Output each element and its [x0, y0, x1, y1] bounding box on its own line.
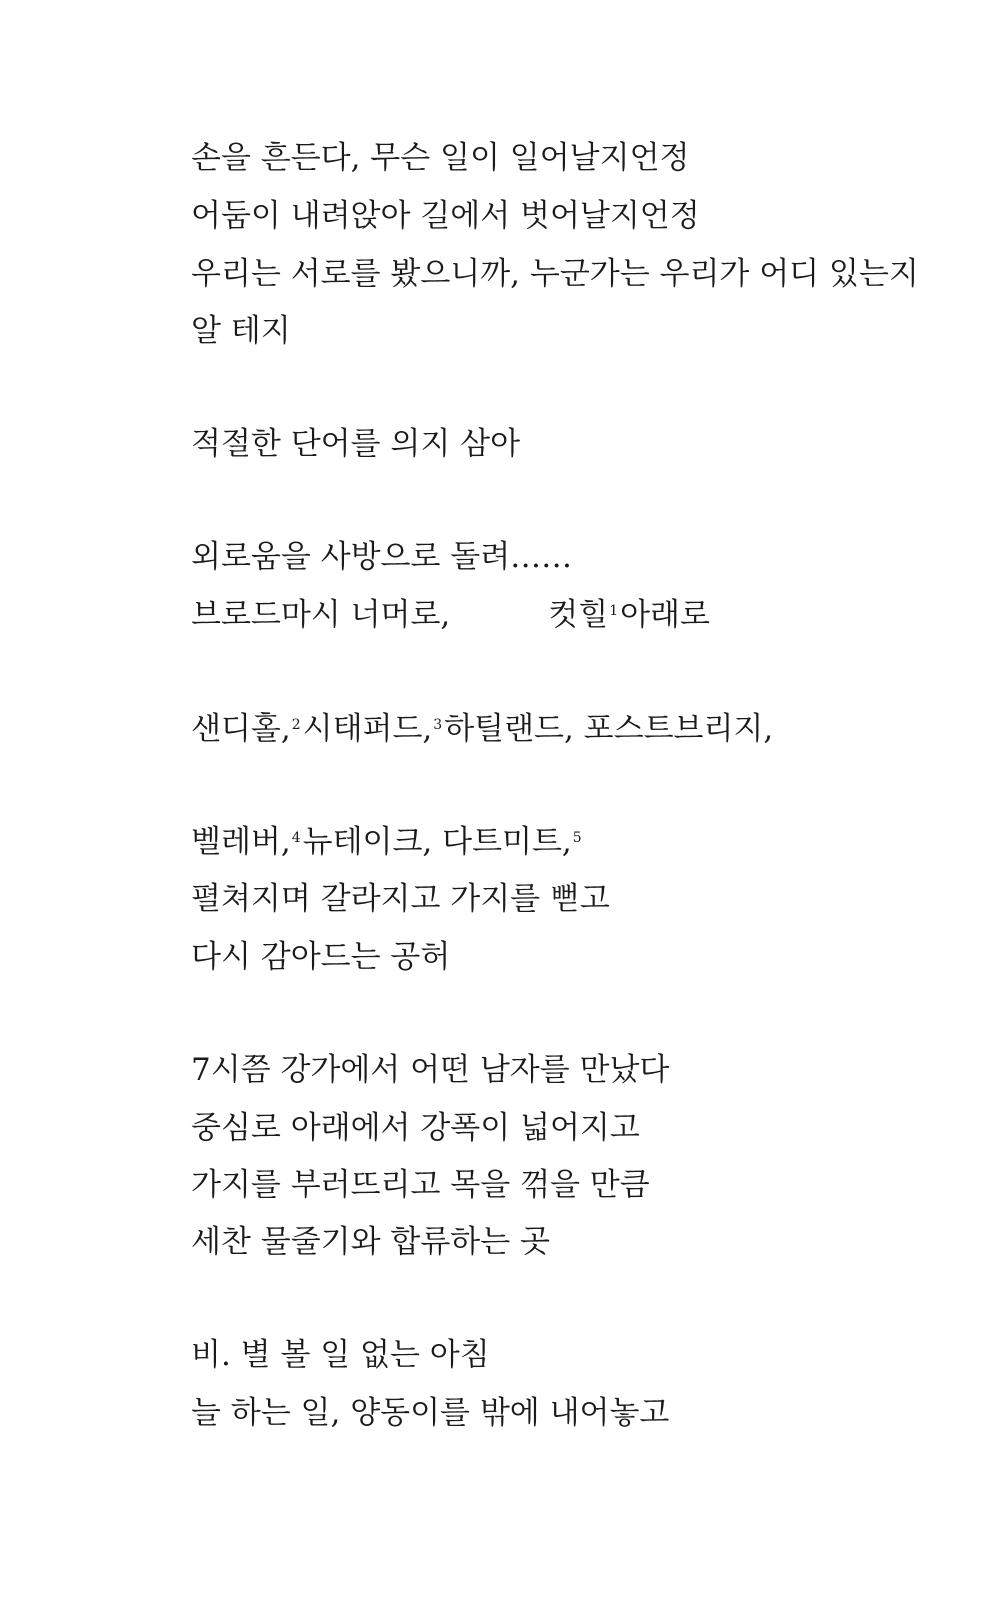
footnote-mark: 2	[291, 717, 301, 733]
poem-line: 세찬 물줄기와 합류하는 곳	[191, 1224, 550, 1260]
poem-line-places	[191, 822, 584, 862]
poem-line: 적절한 단어를 의지 삼아	[191, 426, 521, 462]
poem-line: 우리는 서로를 봤으니까, 누군가는 우리가 어디 있는지	[191, 256, 919, 292]
place-name: 시태퍼드,	[302, 711, 433, 747]
place-name: 벨레버,	[191, 824, 291, 860]
poem-line-places	[191, 709, 773, 749]
poem-line: 중심로 아래에서 강폭이 넓어지고	[191, 1110, 640, 1146]
place-name: 샌디홀,	[191, 711, 291, 747]
poem-line: 비. 별 볼 일 없는 아침	[191, 1337, 490, 1373]
footnote-mark: 4	[291, 830, 301, 846]
split-right-tail: 아래로	[620, 597, 710, 633]
footnote-mark: 1	[609, 603, 619, 619]
poem-line: 다시 감아드는 공허	[191, 939, 451, 975]
poem-line: 늘 하는 일, 양동이를 밖에 내어놓고	[191, 1395, 670, 1431]
place-name: 뉴테이크, 다트미트,	[302, 824, 572, 860]
poem-line-split	[191, 595, 710, 635]
poem-line: 어둠이 내려앉아 길에서 벗어날지언정	[191, 198, 700, 234]
poem-line: 외로움을 사방으로 돌려……	[191, 539, 573, 575]
place-name: 하틸랜드, 포스트브리지,	[444, 711, 774, 747]
split-right-word: 컷힐	[548, 597, 609, 633]
poem-line: 가지를 부러뜨리고 목을 꺾을 만큼	[191, 1167, 650, 1203]
poem-line: 펼쳐지며 갈라지고 가지를 뻗고	[191, 881, 610, 917]
footnote-mark: 5	[572, 830, 582, 846]
poem-line: 손을 흔든다, 무슨 일이 일어날지언정	[191, 140, 690, 176]
split-left: 브로드마시 너머로,	[191, 597, 451, 633]
poem-line: 알 테지	[191, 313, 291, 349]
poem-line: 7시쯤 강가에서 어떤 남자를 만났다	[191, 1052, 670, 1088]
footnote-mark: 3	[433, 717, 443, 733]
